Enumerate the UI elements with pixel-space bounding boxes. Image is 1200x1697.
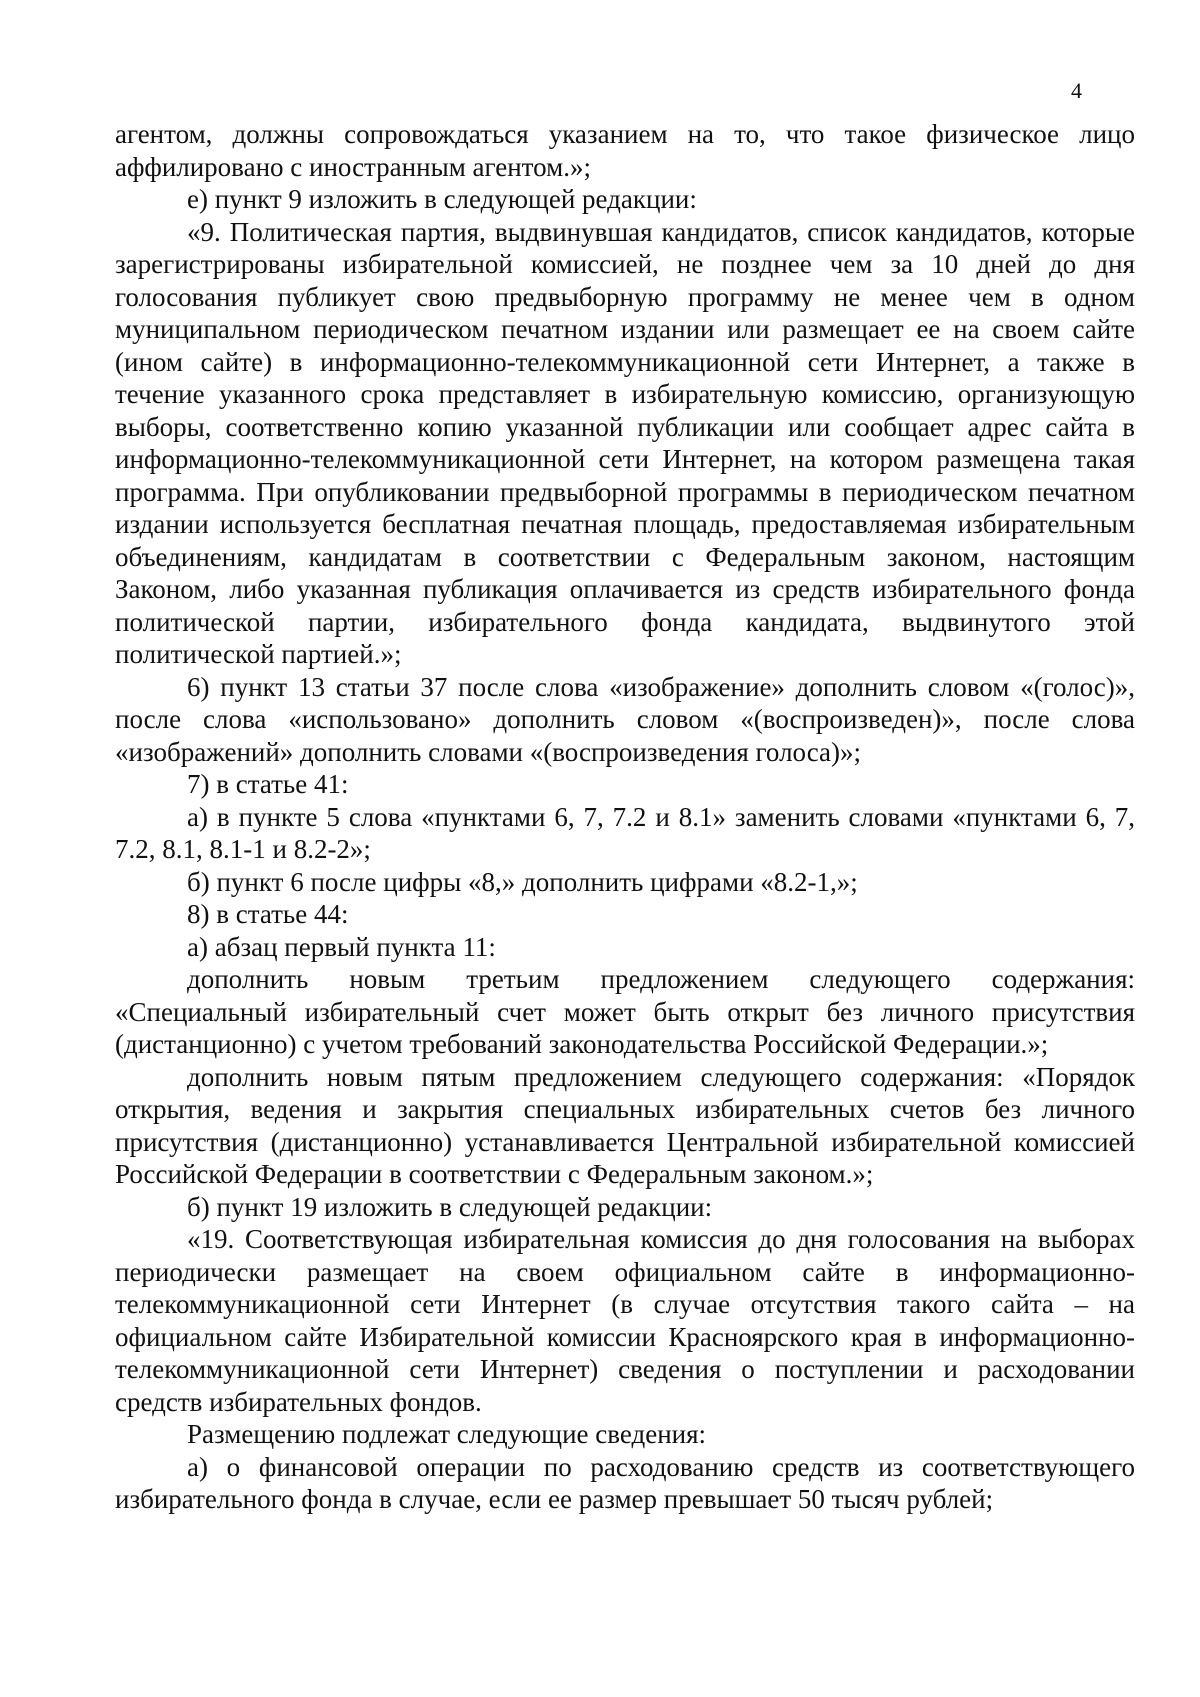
paragraph: а) о финансовой операции по расходованию средств из соответствующего избирательного фонда в случае, если ее размер превышает 50 тысяч рублей; — [115, 1451, 1135, 1514]
paragraph: дополнить новым пятым предложением следующего содержания: «Порядок открытия, ведения и закрытия специальных избирательных счетов без личного присутствия (дистанционно) устанавливается Центральной избирательной комиссией Российской Федерации в соответствии с Федеральным законом.»; — [115, 1061, 1135, 1189]
paragraph: «19. Соответствующая избирательная комиссия до дня голосования на выборах периодически размещает на своем официальном сайте в информационно-телекоммуникационной сети Интернет (в случае отсутствия такого сайта – на официальном сайте Избирательной комиссии Красноярского края в информационно-телекоммуникационной сети Интернет) сведения о поступлении и расходовании средств избирательных фондов. — [115, 1224, 1135, 1417]
paragraph: агентом, должны сопровождаться указанием на то, что такое физическое лицо аффилировано с иностранным агентом.»; — [115, 119, 1135, 182]
paragraph: е) пункт 9 изложить в следующей редакции: — [187, 184, 697, 214]
paragraph: а) в пункте 5 слова «пунктами 6, 7, 7.2 и 8.1» заменить словами «пунктами 6, 7, 7.2, 8.1, 8.1-1 и 8.2-2»; — [115, 801, 1135, 864]
paragraph: а) абзац первый пункта 11: — [187, 931, 496, 962]
paragraph: б) пункт 6 после цифры «8,» дополнить цифрами «8.2-1,»; — [187, 866, 858, 897]
paragraph: 8) в статье 44: — [187, 899, 349, 929]
paragraph: дополнить новым третьим предложением следующего содержания: «Специальный избирательный счет может быть открыт без личного присутствия (дистанционно) с учетом требований законодательства Российской Федерации.»; — [115, 964, 1135, 1059]
paragraph: 7) в статье 41: — [187, 769, 349, 799]
paragraph: 6) пункт 13 статьи 37 после слова «изображение» дополнить словом «(голос)», после слова «использовано» дополнить словом «(воспроизведен)», после слова «изображений» дополнить словами «(воспроизведения голоса)»; — [115, 671, 1135, 767]
paragraph: «9. Политическая партия, выдвинувшая кандидатов, список кандидатов, которые зарегистрированы избирательной комиссией, не позднее чем за 10 дней до дня голосования публикует свою предвыборную программу не менее чем в одном муниципальном периодическом печатном издании или размещает ее на своем сайте (ином сайте) в информационно-телекоммуникационной сети Интернет, а также в течение указанного срока представляет в избирательную комиссию, организующую выборы, соответственно копию указанной публикации или сообщает адрес сайта в информационно-телекоммуникационной сети Интернет, на котором размещена такая программа. При опубликовании предвыборной программы в периодическом печатном издании используется бесплатная печатная площадь, предоставляемая избирательным объединениям, кандидатам в соответствии с Федеральным законом, настоящим Законом, либо указанная публикация оплачивается из средств избирательного фонда политической партии, избирательного фонда кандидата, выдвинутого этой политической партией.»; — [115, 216, 1135, 669]
paragraph: Размещению подлежат следующие сведения: — [187, 1419, 707, 1449]
document-body — [115, 118, 1135, 1516]
paragraph: б) пункт 19 изложить в следующей редакции: — [187, 1191, 713, 1222]
page-number: 4 — [1071, 78, 1082, 103]
